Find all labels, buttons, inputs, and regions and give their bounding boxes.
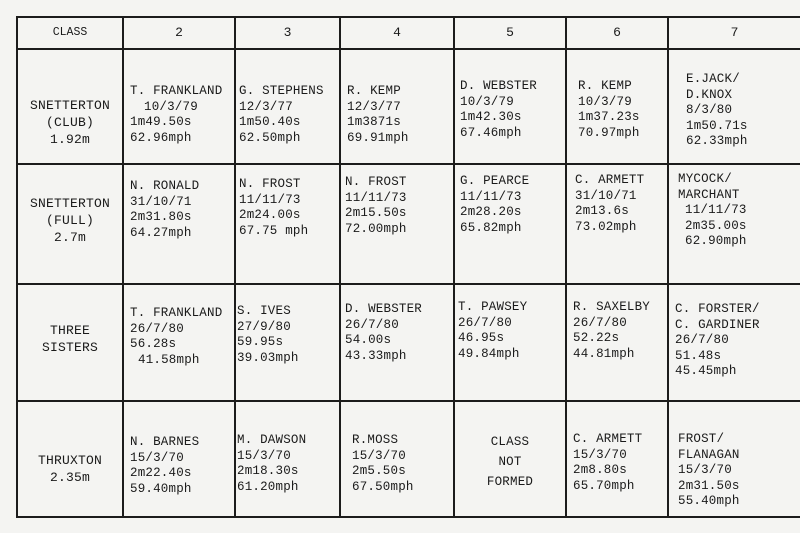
driver-name: R. SAXELBY <box>573 300 651 314</box>
lap-speed: 44.81mph <box>573 346 635 361</box>
record-cell <box>578 79 640 141</box>
not-formed-line-2: NOT <box>498 455 522 469</box>
lap-time: 1m3871s <box>347 115 401 129</box>
lap-speed: 55.40mph <box>678 494 740 508</box>
grid-line-row-1 <box>16 163 800 165</box>
lap-speed: 62.96mph <box>130 130 192 145</box>
grid-line-row-2 <box>16 283 800 285</box>
driver-name: E.JACK/ <box>686 72 740 86</box>
record-date: 15/3/70 <box>573 447 627 462</box>
record-date: 8/3/80 <box>686 103 733 117</box>
driver-name: MYCOCK/ <box>678 172 732 186</box>
driver-name-2: FLANAGAN <box>678 447 740 462</box>
lap-speed: 65.70mph <box>573 478 635 493</box>
venue-length: 2.7m <box>53 230 86 245</box>
record-date: 11/11/73 <box>239 192 301 207</box>
venue-sub: (CLUB) <box>45 115 94 130</box>
class-not-formed <box>455 432 565 492</box>
record-date: 26/7/80 <box>458 315 512 330</box>
class-header-label: CLASS <box>52 26 88 39</box>
record-cell <box>675 302 760 380</box>
class-header-5: 5 <box>506 25 514 40</box>
driver-name: S. IVES <box>237 304 291 318</box>
lap-speed: 39.03mph <box>237 350 299 365</box>
driver-name: D. WEBSTER <box>460 79 538 93</box>
lap-time: 2m28.20s <box>460 205 522 219</box>
lap-time: 2m31.80s <box>130 210 192 224</box>
grid-line-left <box>16 16 18 518</box>
lap-time: 2m13.6s <box>575 204 629 218</box>
driver-name: N. FROST <box>239 177 301 191</box>
lap-speed: 61.20mph <box>237 479 299 494</box>
driver-name: C. ARMETT <box>573 432 643 446</box>
lap-speed: 64.27mph <box>130 225 192 240</box>
driver-name: R. KEMP <box>347 84 401 98</box>
driver-name: FROST/ <box>678 432 725 446</box>
lap-speed: 73.02mph <box>575 219 637 234</box>
lap-time: 56.28s <box>130 337 177 351</box>
lap-speed: 67.75 mph <box>239 223 309 238</box>
driver-name: N. FROST <box>345 175 407 189</box>
lap-time: 2m15.50s <box>345 206 407 220</box>
record-cell <box>130 84 222 146</box>
grid-line-col-2 <box>234 16 236 518</box>
grid-line-col-3 <box>339 16 341 518</box>
record-date: 15/3/70 <box>130 450 184 465</box>
record-cell <box>239 177 308 239</box>
record-date: 15/3/70 <box>352 448 406 463</box>
record-date: 11/11/73 <box>685 203 747 217</box>
driver-name: T. FRANKLAND <box>130 84 223 98</box>
record-date: 12/3/77 <box>347 99 401 114</box>
grid-line-col-1 <box>122 16 124 518</box>
record-date: 11/11/73 <box>345 190 407 205</box>
lap-time: 2m8.80s <box>573 463 627 477</box>
record-date: 26/7/80 <box>130 321 184 336</box>
record-cell <box>672 72 748 150</box>
lap-time: 2m31.50s <box>678 478 740 493</box>
record-cell <box>345 302 422 364</box>
venue-sub: SISTERS <box>41 340 98 355</box>
venue-length: 2.35m <box>49 470 90 485</box>
record-date: 27/9/80 <box>237 319 291 334</box>
venue-snetterton-club <box>18 97 122 148</box>
record-date: 10/3/79 <box>144 99 198 114</box>
lap-time: 2m22.40s <box>130 466 192 480</box>
lap-time: 1m50.71s <box>686 118 748 133</box>
record-date: 31/10/71 <box>130 194 192 209</box>
lap-speed: 70.97mph <box>578 125 640 140</box>
grid-line-row-3 <box>16 400 800 402</box>
record-date: 31/10/71 <box>575 188 637 203</box>
driver-name: M. DAWSON <box>237 433 307 447</box>
driver-name-2: MARCHANT <box>678 187 740 202</box>
record-date: 10/3/79 <box>578 94 632 109</box>
not-formed-line-1: CLASS <box>490 435 530 449</box>
record-cell <box>345 175 407 237</box>
lap-time: 1m50.40s <box>239 115 301 129</box>
record-date: 26/7/80 <box>675 333 729 347</box>
venue-length: 1.92m <box>49 132 90 147</box>
driver-name-2: D.KNOX <box>686 87 733 102</box>
driver-name: R. KEMP <box>578 79 632 93</box>
driver-name: T. PAWSEY <box>458 300 528 314</box>
record-date: 11/11/73 <box>460 189 522 204</box>
venue-name: THRUXTON <box>37 453 102 468</box>
lap-speed: 62.50mph <box>239 130 301 145</box>
lap-speed: 49.84mph <box>458 346 520 361</box>
lap-time: 54.00s <box>345 333 392 347</box>
lap-time: 2m35.00s <box>685 218 747 233</box>
venue-snetterton-full <box>18 195 122 246</box>
lap-time: 1m49.50s <box>130 115 192 129</box>
driver-name: N. RONALD <box>130 179 200 193</box>
record-date: 10/3/79 <box>460 94 514 109</box>
lap-speed: 41.58mph <box>138 352 200 367</box>
record-cell <box>239 84 324 146</box>
driver-name: N. BARNES <box>130 435 200 449</box>
class-header-3: 3 <box>283 25 292 40</box>
driver-name: D. WEBSTER <box>345 302 423 316</box>
grid-line-col-5 <box>565 16 567 518</box>
record-date: 26/7/80 <box>573 315 627 330</box>
record-cell <box>573 300 650 362</box>
class-header-2: 2 <box>175 25 183 40</box>
venue-three-sisters <box>18 322 122 356</box>
not-formed-line-3: FORMED <box>486 475 534 489</box>
driver-name: G. PEARCE <box>460 174 530 188</box>
venue-name: SNETTERTON <box>29 98 110 113</box>
lap-speed: 59.40mph <box>130 481 192 496</box>
class-header-4: 4 <box>393 25 401 40</box>
lap-speed: 69.91mph <box>347 130 409 145</box>
driver-name: T. FRANKLAND <box>130 306 223 320</box>
driver-name-2: C. GARDINER <box>675 317 760 332</box>
record-cell <box>678 432 740 510</box>
class-header-6: 6 <box>613 25 621 40</box>
record-cell <box>678 172 747 250</box>
venue-name: SNETTERTON <box>29 196 110 211</box>
record-cell <box>130 306 222 368</box>
lap-time: 1m42.30s <box>460 110 522 124</box>
lap-time: 2m18.30s <box>237 464 299 478</box>
record-cell <box>347 84 409 146</box>
record-date: 26/7/80 <box>345 317 399 332</box>
class-header-7: 7 <box>730 25 739 40</box>
lap-time: 2m24.00s <box>239 208 301 222</box>
record-cell <box>573 432 642 494</box>
lap-speed: 67.50mph <box>352 479 414 494</box>
record-cell <box>460 79 537 141</box>
lap-speed: 62.33mph <box>686 134 748 148</box>
record-date: 15/3/70 <box>678 463 732 477</box>
grid-line-bottom <box>16 516 800 518</box>
driver-name: R.MOSS <box>352 433 399 447</box>
lap-time: 46.95s <box>458 331 505 345</box>
lap-time: 2m5.50s <box>352 464 406 478</box>
lap-speed: 62.90mph <box>685 234 747 248</box>
driver-name: C. ARMETT <box>575 173 645 187</box>
lap-speed: 67.46mph <box>460 125 522 140</box>
lap-time: 1m37.23s <box>578 110 640 124</box>
lap-time: 59.95s <box>237 335 284 349</box>
venue-name: THREE <box>49 323 90 338</box>
record-cell <box>575 173 644 235</box>
lap-time: 51.48s <box>675 348 722 363</box>
grid-line-col-6 <box>667 16 669 518</box>
lap-speed: 45.45mph <box>675 364 737 378</box>
driver-name: C. FORSTER/ <box>675 302 760 316</box>
venue-thruxton <box>18 452 122 486</box>
lap-speed: 65.82mph <box>460 220 522 235</box>
record-date: 12/3/77 <box>239 99 293 114</box>
record-cell <box>130 179 199 241</box>
record-date: 15/3/70 <box>237 448 291 463</box>
grid-line-header <box>16 48 800 50</box>
record-cell <box>130 435 199 497</box>
record-cell <box>237 433 306 495</box>
record-cell <box>237 304 299 366</box>
venue-sub: (FULL) <box>45 213 94 228</box>
record-cell <box>460 174 529 236</box>
lap-speed: 43.33mph <box>345 348 407 363</box>
record-cell <box>352 433 414 495</box>
lap-speed: 72.00mph <box>345 221 407 236</box>
driver-name: G. STEPHENS <box>239 84 324 98</box>
record-cell <box>458 300 527 362</box>
lap-time: 52.22s <box>573 331 620 345</box>
